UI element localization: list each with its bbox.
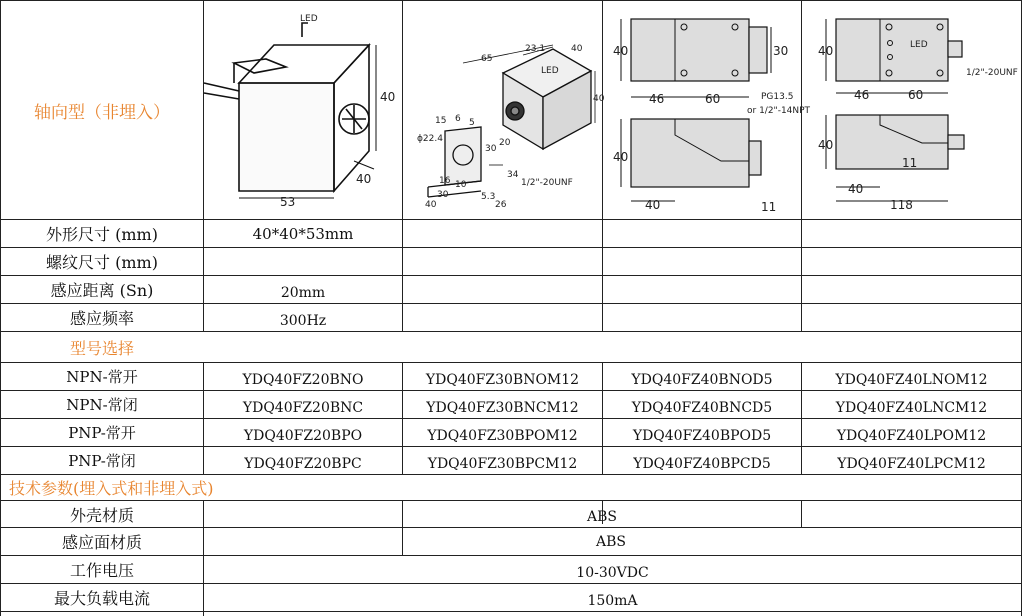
dim-5: 5 — [469, 118, 475, 128]
dim-34: 34 — [507, 170, 519, 180]
dim-118: 118 — [890, 198, 913, 212]
tech-label-voltage: 工作电压 — [69, 561, 134, 580]
tech-value-voltage: 10-30VDC — [576, 564, 649, 581]
drawing-model-1 — [204, 1, 402, 219]
dim-46: 46 — [854, 88, 870, 102]
model-code: YDQ40FZ40LPCM12 — [837, 455, 986, 472]
model-code: YDQ40FZ40LPOM12 — [836, 427, 987, 444]
spec-value-size: 40*40*53mm — [252, 224, 354, 243]
pg-label: PG13.5 — [761, 92, 794, 102]
spec-value — [204, 248, 402, 275]
led-label: LED — [300, 14, 318, 24]
dim-40c: 40 — [848, 182, 864, 196]
model-code: YDQ40FZ20BPC — [244, 455, 362, 472]
dim-height: 40 — [380, 90, 396, 104]
grid-line — [801, 500, 802, 527]
dim-30b: 30 — [437, 190, 449, 200]
dim-depth: 40 — [356, 172, 372, 186]
spec-label-distance: 感应距离 (Sn) — [50, 281, 154, 300]
dim-phi: ϕ22.4 — [417, 134, 443, 144]
spec-value — [403, 304, 602, 331]
dim-6: 6 — [455, 114, 461, 124]
model-section-title: 型号选择 — [69, 338, 134, 358]
dim-65: 65 — [481, 54, 493, 64]
model-code: YDQ40FZ40BPOD5 — [632, 427, 772, 444]
dim-60: 60 — [705, 92, 721, 106]
spec-value — [603, 304, 801, 331]
model-code: YDQ40FZ40BNOD5 — [631, 371, 773, 388]
spec-label-size: 外形尺寸 (mm) — [46, 225, 158, 244]
dim-40b: 40 — [613, 150, 629, 164]
model-code: YDQ40FZ20BNO — [242, 371, 364, 388]
model-code: YDQ40FZ30BPOM12 — [427, 427, 578, 444]
dim-26: 26 — [495, 200, 507, 210]
npt-label: or 1/2"-14NPT — [747, 106, 811, 116]
model-code: YDQ40FZ30BPCM12 — [427, 455, 578, 472]
dim-40: 40 — [613, 44, 629, 58]
model-code: YDQ40FZ20BPO — [243, 427, 363, 444]
model-code: YDQ40FZ30BNCM12 — [426, 399, 579, 416]
model-label-pnp-nc: PNP-常闭 — [68, 452, 136, 470]
spec-value — [403, 276, 602, 303]
drawing-model-2 — [403, 1, 605, 219]
dim-width: 53 — [280, 195, 296, 209]
dim-23-1: 23.1 — [525, 44, 546, 54]
spec-value — [603, 220, 801, 247]
spec-label-frequency: 感应频率 — [69, 309, 134, 328]
tech-label-housing: 外壳材质 — [69, 505, 134, 525]
spec-value — [603, 276, 801, 303]
dim-40b: 40 — [818, 138, 834, 152]
type-label: 轴向型（非埋入） — [34, 102, 170, 123]
dim-16: 16 — [439, 176, 451, 186]
dim-40b: 40 — [593, 94, 605, 104]
model-code: YDQ40FZ40BPCD5 — [633, 455, 771, 472]
led-label: LED — [910, 40, 928, 50]
dim-40a: 40 — [571, 44, 583, 54]
dim-10: 10 — [455, 180, 467, 190]
spec-value — [403, 248, 602, 275]
dim-11: 11 — [902, 156, 918, 170]
tech-label-load-current: 最大负载电流 — [53, 589, 150, 608]
spec-value — [802, 220, 1021, 247]
spec-value-frequency: 300Hz — [279, 312, 327, 329]
drawing-model-4 — [802, 1, 1021, 219]
spec-value — [802, 248, 1021, 275]
grid-line — [0, 611, 1022, 612]
thread-label: 1/2"-20UNF — [521, 178, 573, 188]
model-label-npn-nc: NPN-常闭 — [66, 396, 138, 414]
tech-value-housing: ABS — [587, 509, 617, 525]
dim-60: 60 — [908, 88, 924, 102]
thread-label: 1/2"-20UNF — [966, 68, 1018, 78]
dim-20: 20 — [499, 138, 511, 148]
model-label-npn-no: NPN-常开 — [66, 368, 138, 386]
model-code: YDQ40FZ40LNCM12 — [835, 399, 988, 416]
dim-30: 30 — [485, 144, 497, 154]
dim-5-3: 5.3 — [481, 192, 496, 202]
spec-value — [403, 220, 602, 247]
model-label-pnp-no: PNP-常开 — [68, 424, 136, 442]
dim-40c: 40 — [425, 200, 437, 210]
model-code: YDQ40FZ40LNOM12 — [835, 371, 988, 388]
model-code: YDQ40FZ40BNCD5 — [631, 399, 773, 416]
spec-value-distance: 20mm — [280, 284, 326, 301]
spec-value — [802, 276, 1021, 303]
model-code: YDQ40FZ30BNOM12 — [425, 371, 580, 388]
dim-15: 15 — [435, 116, 447, 126]
dim-30: 30 — [773, 44, 789, 58]
spec-value — [802, 304, 1021, 331]
tech-value-sensing-face: ABS — [596, 533, 626, 550]
model-code: YDQ40FZ20BNC — [242, 399, 364, 416]
dim-46: 46 — [649, 92, 665, 106]
drawing-model-3 — [603, 1, 811, 219]
led-label: LED — [541, 66, 559, 76]
tech-value-load-current: 150mA — [587, 592, 638, 609]
dim-11: 11 — [761, 200, 777, 214]
dim-40: 40 — [818, 44, 834, 58]
tech-section-title: 技术参数(埋入式和非埋入式) — [9, 479, 214, 498]
tech-label-sensing-face: 感应面材质 — [61, 533, 142, 552]
spec-value — [603, 248, 801, 275]
dim-40c: 40 — [645, 198, 661, 212]
spec-label-thread: 螺纹尺寸 (mm) — [46, 253, 158, 272]
